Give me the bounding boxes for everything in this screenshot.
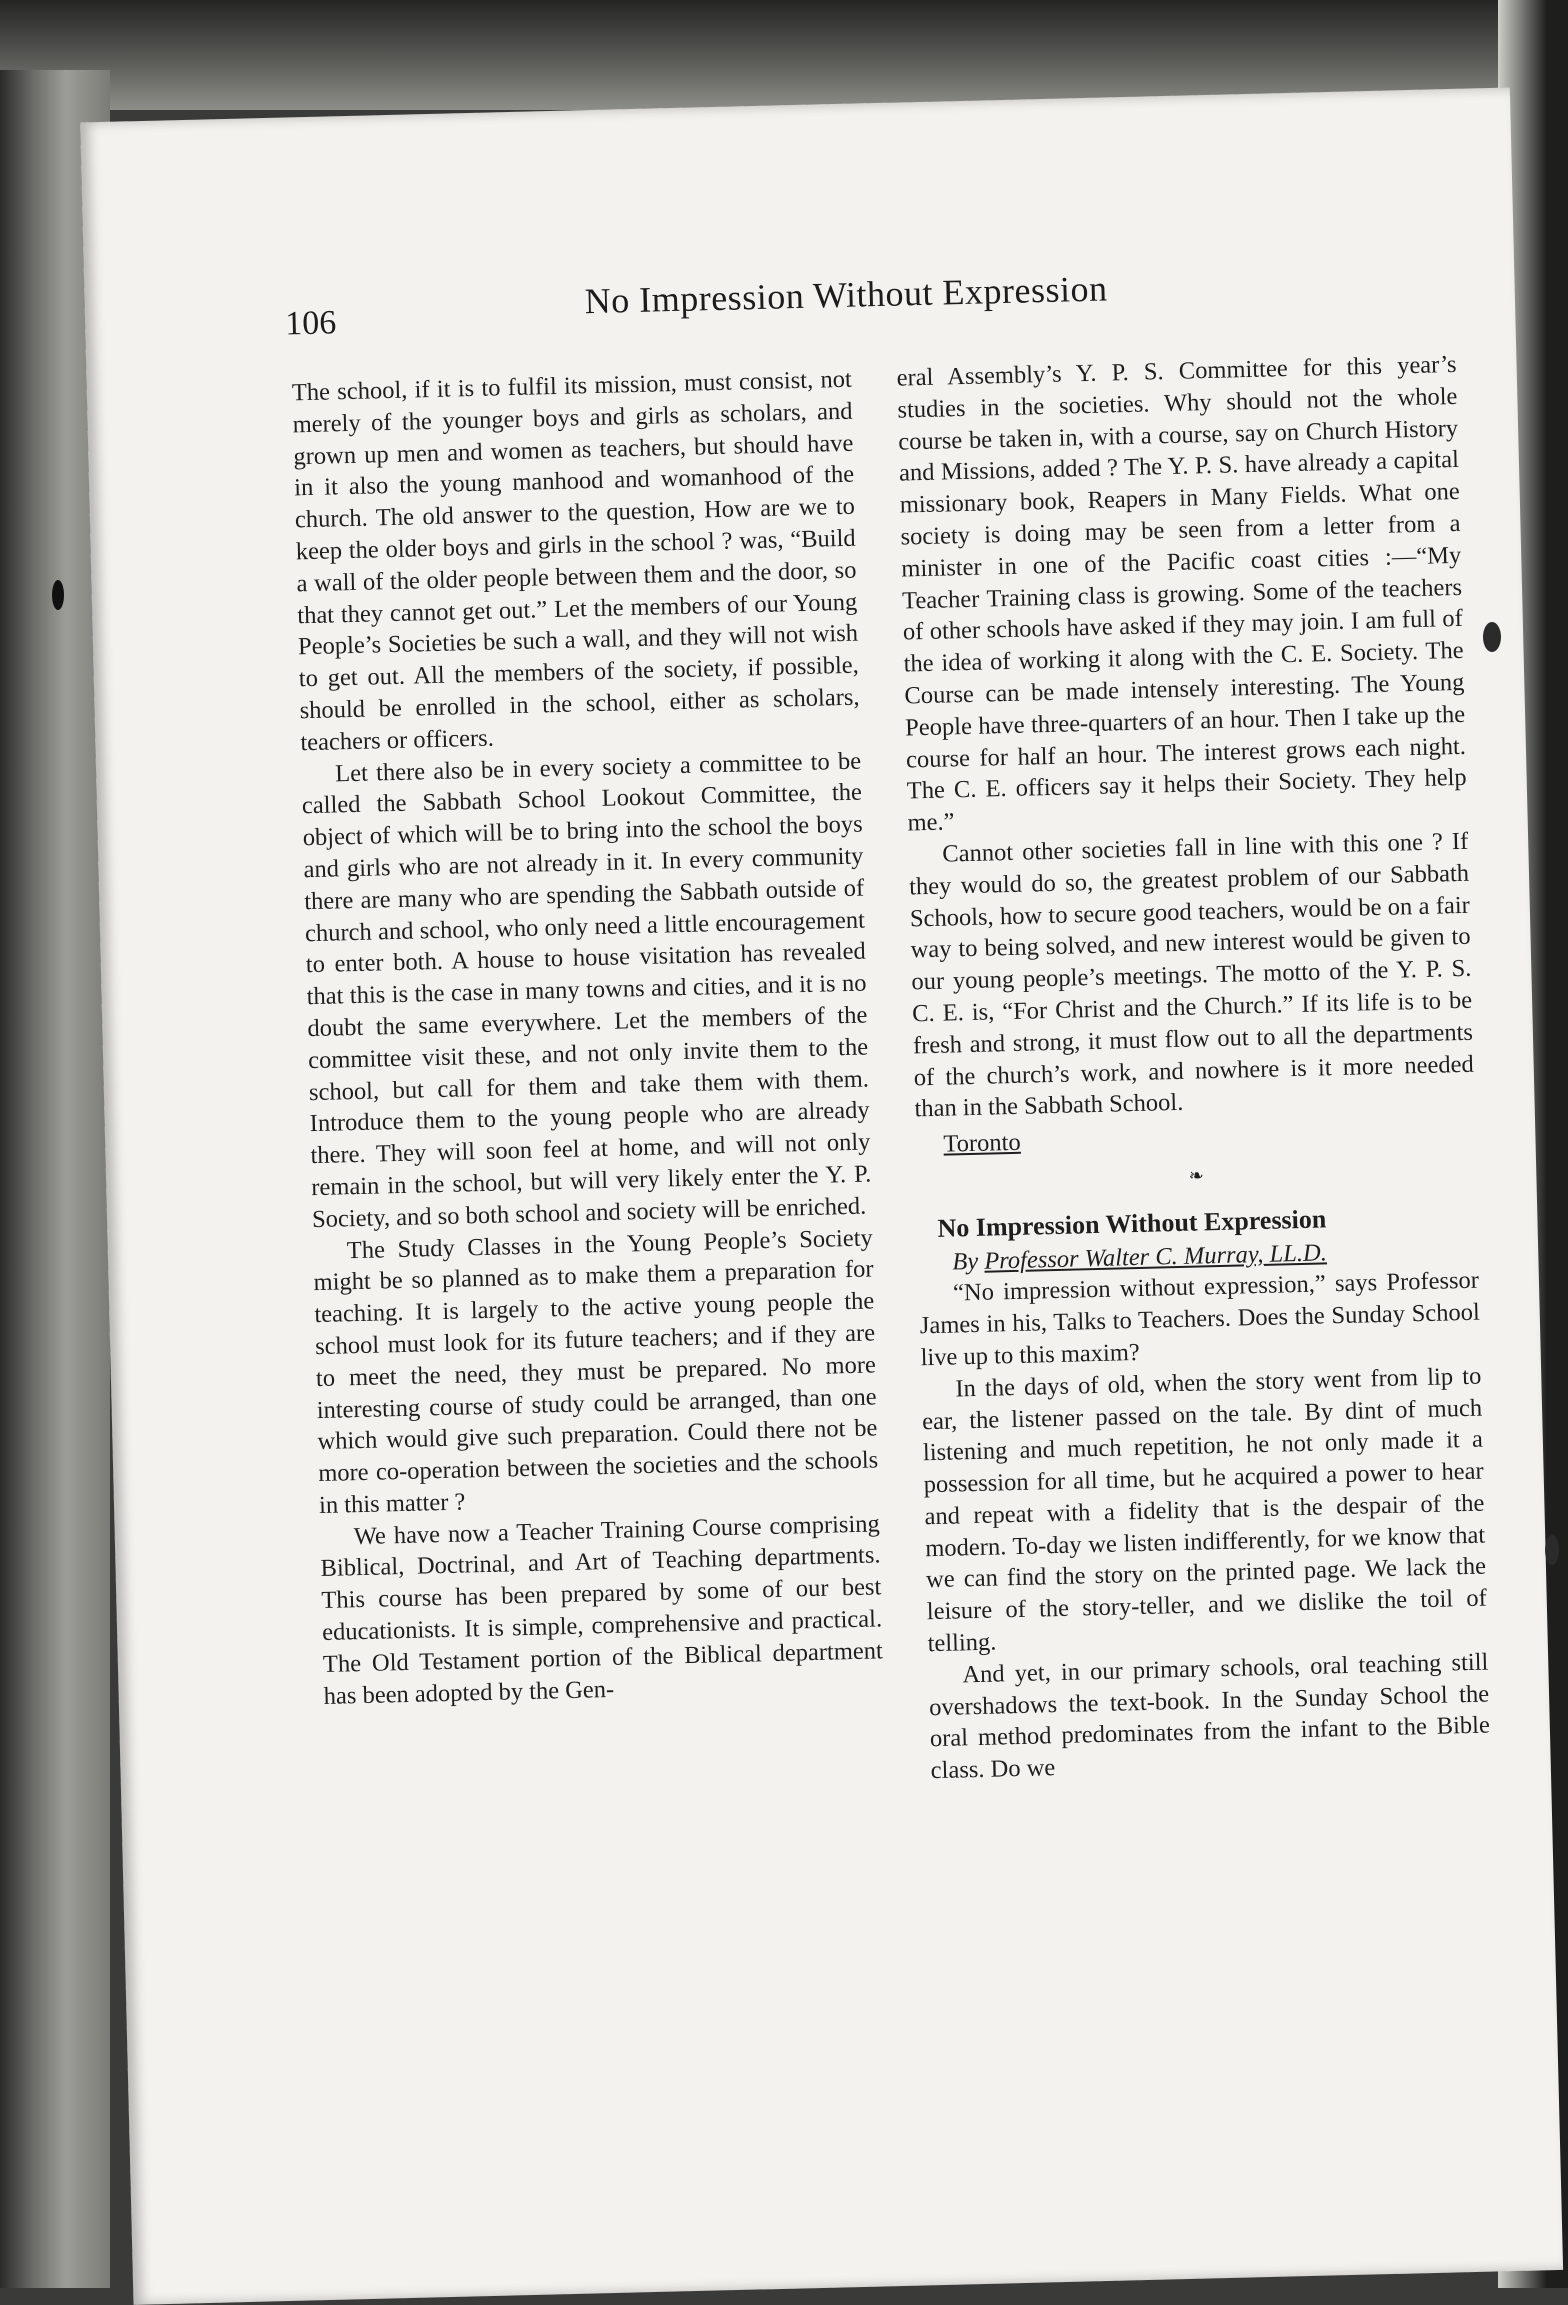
place-signature: Toronto — [943, 1128, 1021, 1158]
running-title: No Impression Without Expression — [584, 268, 1108, 322]
binding-hole — [1483, 622, 1501, 652]
paragraph: “No impression without expression,” says Professor James in his, Talks to Teachers. Does the Sunday School live up to this maxim? — [919, 1266, 1481, 1372]
running-head — [284, 258, 1485, 347]
byline-author: Professor Walter C. Murray, LL.D. — [983, 1238, 1328, 1275]
byline-prefix: By — [951, 1247, 979, 1276]
paragraph: Let there also be in every society a committee to be called the Sabbath School Lookout Committee, the object of which will be to bring into the school the boys and girls who are not already in it. In every community there are many who are spending the Sabbath outside of church and school, who only need a little encouragement to enter both. A house to house visitation has revealed that this is the case in many towns and cities, and it is no doubt the same everywhere. Let the members of the committee visit these, and not only invite them to the school, but call for them and take them with them. Introduce them to the young people who are already there. They will soon feel at home, and will not only remain in the school, but will very likely enter the Y. P. Society, and so both school and society will be enriched. — [301, 747, 872, 1233]
paragraph: Cannot other societies fall in line with this one ? If they would do so, the greatest problem of our Sabbath Schools, how to secure good teachers, would be on a fair way to being solved, and new interest would be given to our young people’s meetings. The motto of the Y. P. S. C. E. is, “For Christ and the Church.” If its life is to be fresh and strong, it must flow out to all the departments of the church’s work, and nowhere is it more needed than in the Sabbath School. — [908, 827, 1474, 1123]
paragraph: In the days of old, when the story went from lip to ear, the listener passed on the tale. By dint of much listening and much repetition, he not only made it a possession for all time, but he acquired a power to hear and repeat with a fidelity that is the despair of the modern. To-day we listen indifferently, for we know that we can find the story on the printed page. We lack the leisure of the story-teller, and we dislike the toil of telling. — [921, 1362, 1488, 1658]
page-number: 106 — [284, 304, 337, 343]
left-column — [292, 364, 884, 1713]
paragraph: The Study Classes in the Young People’s Society might be so planned as to make them a preparation for teaching. It is largely to the active young people the school must look for its future teachers; and if they are to meet the need, they must be prepared. No more interesting course of study could be arranged, than one which would give such preparation. Could there not be more co-operation between the societies and the schools in this matter ? — [313, 1223, 879, 1519]
binding-hole — [1545, 1535, 1559, 1565]
paragraph: And yet, in our primary schools, oral teaching still overshadows the text-book. In the Sunday School the oral method predominates from the infant to the Bible class. Do we — [928, 1648, 1491, 1785]
article-title: No Impression Without Expression — [937, 1204, 1327, 1243]
right-column — [896, 349, 1491, 1787]
paragraph: We have now a Teacher Training Course comprising Biblical, Doctrinal, and Art of Teaching departments. This course has been prepared by some of our best educationists. It is simple, comprehensive and practical. The Old Testament portion of the Biblical department has been adopted by the Gen- — [320, 1510, 884, 1710]
paragraph: The school, if it is to fulfil its mission, must consist, not merely of the younger boys and girls as scholars, and grown up men and women as teachers, but should have in it also the young manhood and womanhood of the church. The old answer to the question, How are we to keep the older boys and girls in the school ? was, “Build a wall of the older people between them and the door, so that they cannot get out.” Let the members of our Young People’s Societies be such a wall, and they will not wish to get out. All the members of the society, if possible, should be enrolled in the school, either as scholars, teachers or officers. — [291, 365, 860, 757]
book-page — [80, 88, 1563, 2305]
ink-blot — [52, 580, 64, 610]
section-separator: ❧ — [1188, 1165, 1205, 1186]
paragraph: eral Assembly’s Y. P. S. Committee for this year’s studies in the societies. Why should not the whole course be taken in, with a course, say on Church History and Missions, added ? The Y. P. S. have already a capital missionary book, Reapers in Many Fields. What one society is doing may be seen from a letter from a minister in one of the Pacific coast cities :—“My Teacher Training class is growing. Some of the teachers of other schools have asked if they may join. I am full of the idea of working it along with the C. E. Society. The Course can be made intensely interesting. The Young People have three-quarters of an hour. Then I take up the course for half an hour. The interest grows each night. The C. E. officers say it helps their Society. They help me.” — [896, 350, 1467, 837]
